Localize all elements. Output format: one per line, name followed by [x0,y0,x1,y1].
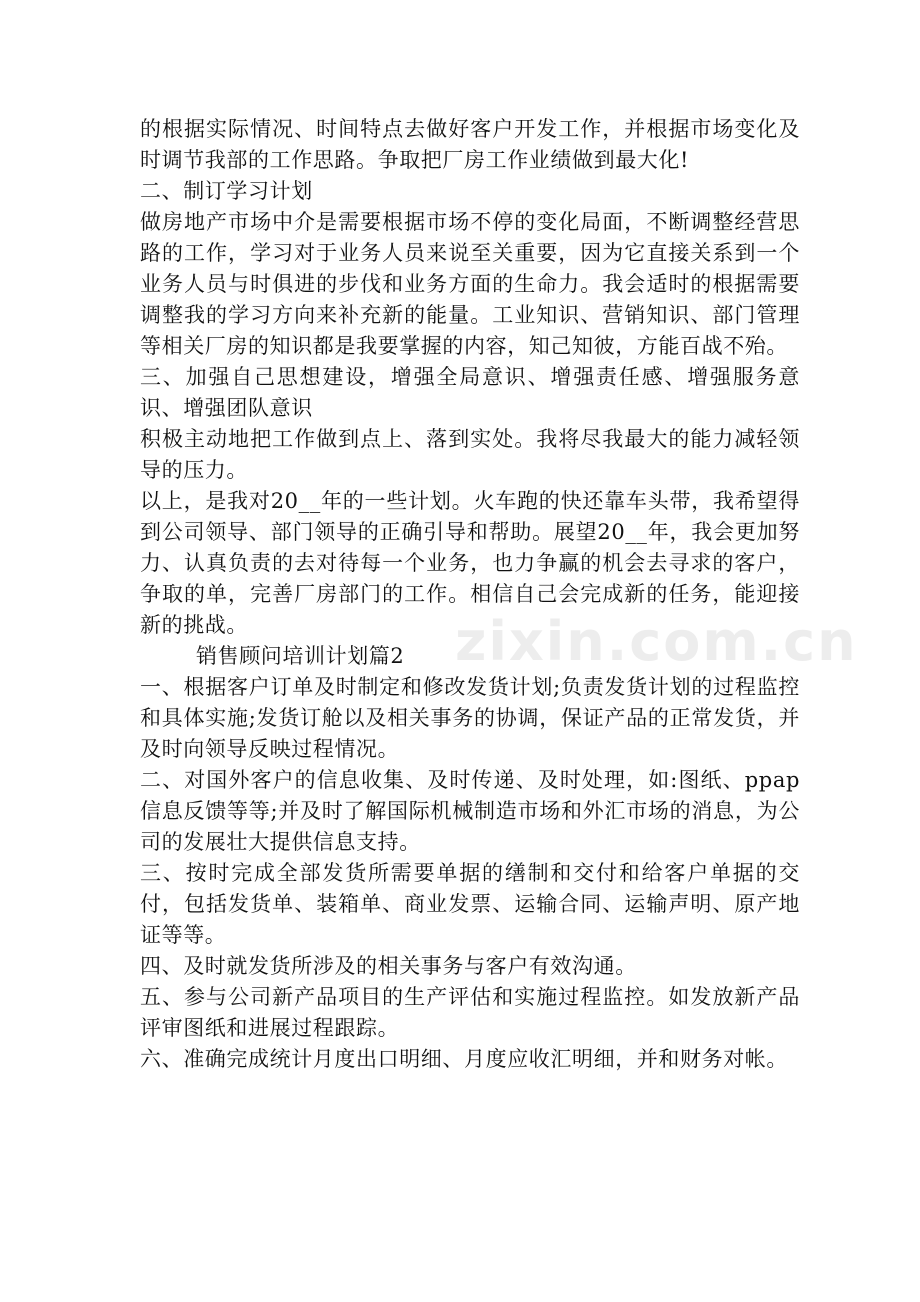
list-item: 一、根据客户订单及时制定和修改发货计划;负责发货计划的过程监控和具体实施;发货订舱以及相关事务的协调，保证产品的正常发货，并及时向领导反映过程情况。 [140,675,800,761]
paragraph: 的根据实际情况、时间特点去做好客户开发工作，并根据市场变化及时调节我部的工作思路。争取把厂房工作业绩做到最大化! [140,117,800,172]
document-body [140,114,800,1075]
list-item: 五、参与公司新产品项目的生产评估和实施过程监控。如发放新产品评审图纸和进展过程跟踪。 [140,985,800,1040]
list-item: 二、对国外客户的信息收集、及时传递、及时处理，如:图纸、ppap信息反馈等等;并及时了解国际机械制造市场和外汇市场的消息，为公司的发展壮大提供信息支持。 [140,768,800,854]
list-item: 三、按时完成全部发货所需要单据的缮制和交付和给客户单据的交付，包括发货单、装箱单、商业发票、运输合同、运输声明、原产地证等等。 [140,861,800,947]
paragraph: 积极主动地把工作做到点上、落到实处。我将尽我最大的能力减轻领导的压力。 [140,427,800,482]
list-item: 六、准确完成统计月度出口明细、月度应收汇明细，并和财务对帐。 [140,1047,788,1071]
list-item: 四、及时就发货所涉及的相关事务与客户有效沟通。 [140,954,637,978]
heading-study-plan: 二、制订学习计划 [140,179,313,203]
section-title: 销售顾问培训计划篇2 [196,644,405,668]
paragraph: 做房地产市场中介是需要根据市场不停的变化局面，不断调整经营思路的工作，学习对于业务人员来说至关重要，因为它直接关系到一个业务人员与时俱进的步伐和业务方面的生命力。我会适时的根据需要调整我的学习方向来补充新的能量。工业知识、营销知识、部门管理等相关厂房的知识都是我要掌握的内容，知己知彼，方能百战不殆。 [140,210,800,358]
paragraph: 以上，是我对20__年的一些计划。火车跑的快还靠车头带，我希望得到公司领导、部门领导的正确引导和帮助。展望20__年，我会更加努力、认真负责的去对待每一个业务，也力争赢的机会去寻求的客户，争取的单，完善厂房部门的工作。相信自己会完成新的任务，能迎接新的挑战。 [140,489,800,637]
heading-thought-building: 三、加强自己思想建设，增强全局意识、增强责任感、增强服务意识、增强团队意识 [140,365,800,420]
watermark: zixin.com.cn [455,610,858,673]
